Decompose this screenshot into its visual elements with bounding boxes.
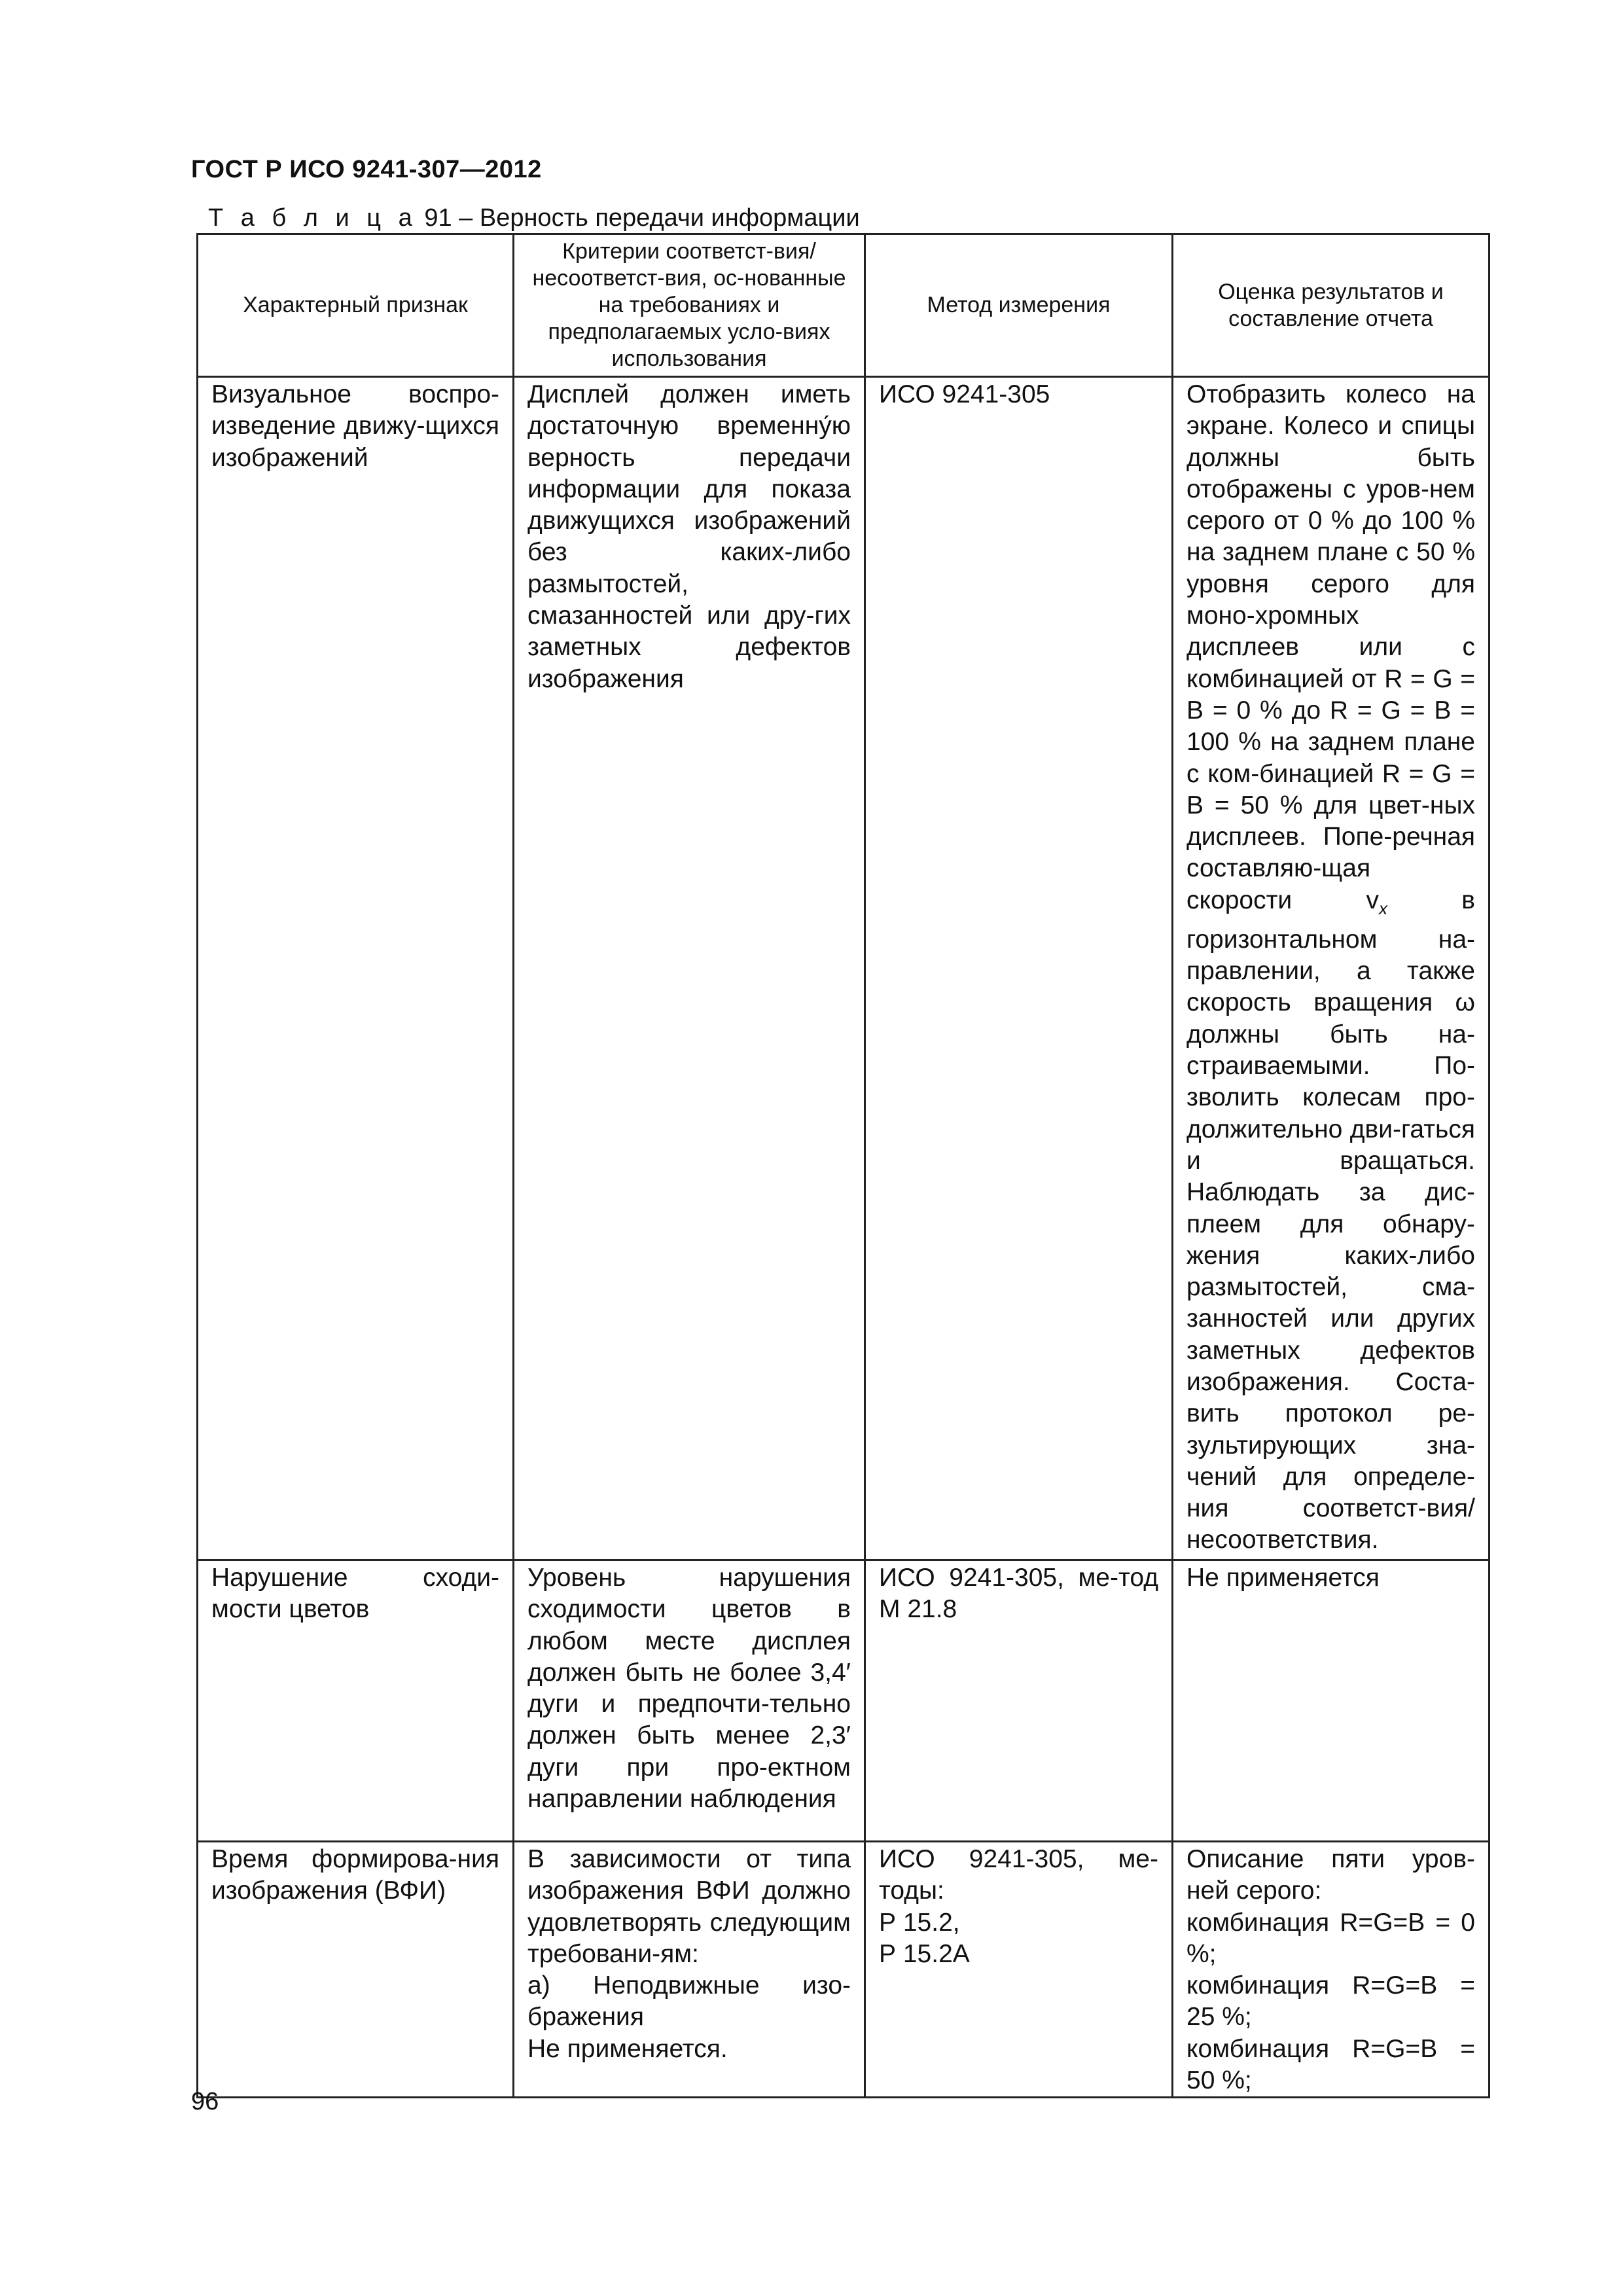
cell-evaluation: Не применяется [1173, 1560, 1489, 1842]
evaluation-line: комбинация R=G=B = 0 %; [1186, 1908, 1475, 1968]
criteria-line: В зависимости от типа изображения ВФИ должно удовлетворять следующим требовани-ям: [527, 1845, 851, 1968]
evaluation-text-part-1: Отобразить колесо на экране. Колесо и спицы должны быть отображены с уров-нем серого от 0 % до 100 % на заднем плане с 50 % уровня серого для моно-хромных дисплеев или с комбинацией от R = G = B = 0 % до R = G = B = 100 % на заднем плане с ком-бинацией R = G = B = 50 % для цвет-ных дисплеев. Попе-речная составляю-щая скорости v [1186, 380, 1475, 914]
velocity-subscript: x [1379, 898, 1387, 918]
cell-method: ИСО 9241-305, ме-тод М 21.8 [865, 1560, 1173, 1842]
cell-criteria [514, 1842, 865, 2098]
cell-feature: Время формирова-ния изображения (ВФИ) [198, 1842, 514, 2098]
table-row [198, 1560, 1489, 1842]
column-header-evaluation: Оценка результатов и составление отчета [1173, 234, 1489, 377]
table-caption-word: Т а б л и ц а [208, 204, 418, 232]
table-caption-text: 91 – Верность передачи информации [424, 204, 860, 232]
evaluation-line: комбинация R=G=B = 25 %; [1186, 1971, 1475, 2032]
table-row [198, 1842, 1489, 2098]
method-line: ИСО 9241-305, ме-тоды: [879, 1845, 1158, 1905]
cell-criteria: Дисплей должен иметь достаточную временну́ю верность передачи информации для показа движущихся изображений без каких-либо размытостей, смазанностей или дру-гих заметных дефектов изображения [514, 377, 865, 1560]
column-header-feature: Характерный признак [198, 234, 514, 377]
column-header-criteria: Критерии соответст-вия/несоответст-вия, ос-нованные на требованиях и предполагаемых усло-виях использования [514, 234, 865, 377]
table-header-row [198, 234, 1489, 377]
cell-feature: Нарушение сходи-мости цветов [198, 1560, 514, 1842]
document-code: ГОСТ Р ИСО 9241-307—2012 [191, 156, 542, 183]
method-line: Р 15.2, [879, 1908, 960, 1937]
evaluation-text-part-2: в горизонтальном на-правлении, а также скорость вращения ω должны быть на-страиваемыми. По-зволить колесам про-должительно дви-гаться и вращаться. Наблюдать за дис-плеем для обнару-жения каких-либо размытостей, сма-занностей или других заметных дефектов изображения. Соста-вить протокол ре-зультирующих зна-чений для определе-ния соответст-вия/несоответствия. [1186, 886, 1475, 1554]
cell-method: ИСО 9241-305 [865, 377, 1173, 1560]
evaluation-line: комбинация R=G=B = 50 %; [1186, 2034, 1475, 2095]
cell-evaluation [1173, 377, 1489, 1560]
criteria-line: Не применяется. [527, 2034, 728, 2063]
requirements-table [196, 233, 1490, 2098]
method-line: Р 15.2А [879, 1939, 970, 1968]
evaluation-line: Описание пяти уров-ней серого: [1186, 1845, 1475, 1905]
cell-method [865, 1842, 1173, 2098]
cell-evaluation [1173, 1842, 1489, 2098]
table-caption [208, 203, 860, 233]
page-number: 96 [191, 2088, 219, 2115]
cell-feature: Визуальное воспро-изведение движу-щихся изображений [198, 377, 514, 1560]
cell-criteria: Уровень нарушения сходимости цветов в любом месте дисплея должен быть не более 3,4′ дуги и предпочти-тельно должен быть менее 2,3′ дуги при про-ектном направлении наблюдения [514, 1560, 865, 1842]
criteria-line: а) Неподвижные изо-бражения [527, 1971, 851, 2032]
table-row [198, 377, 1489, 1560]
column-header-method: Метод измерения [865, 234, 1173, 377]
